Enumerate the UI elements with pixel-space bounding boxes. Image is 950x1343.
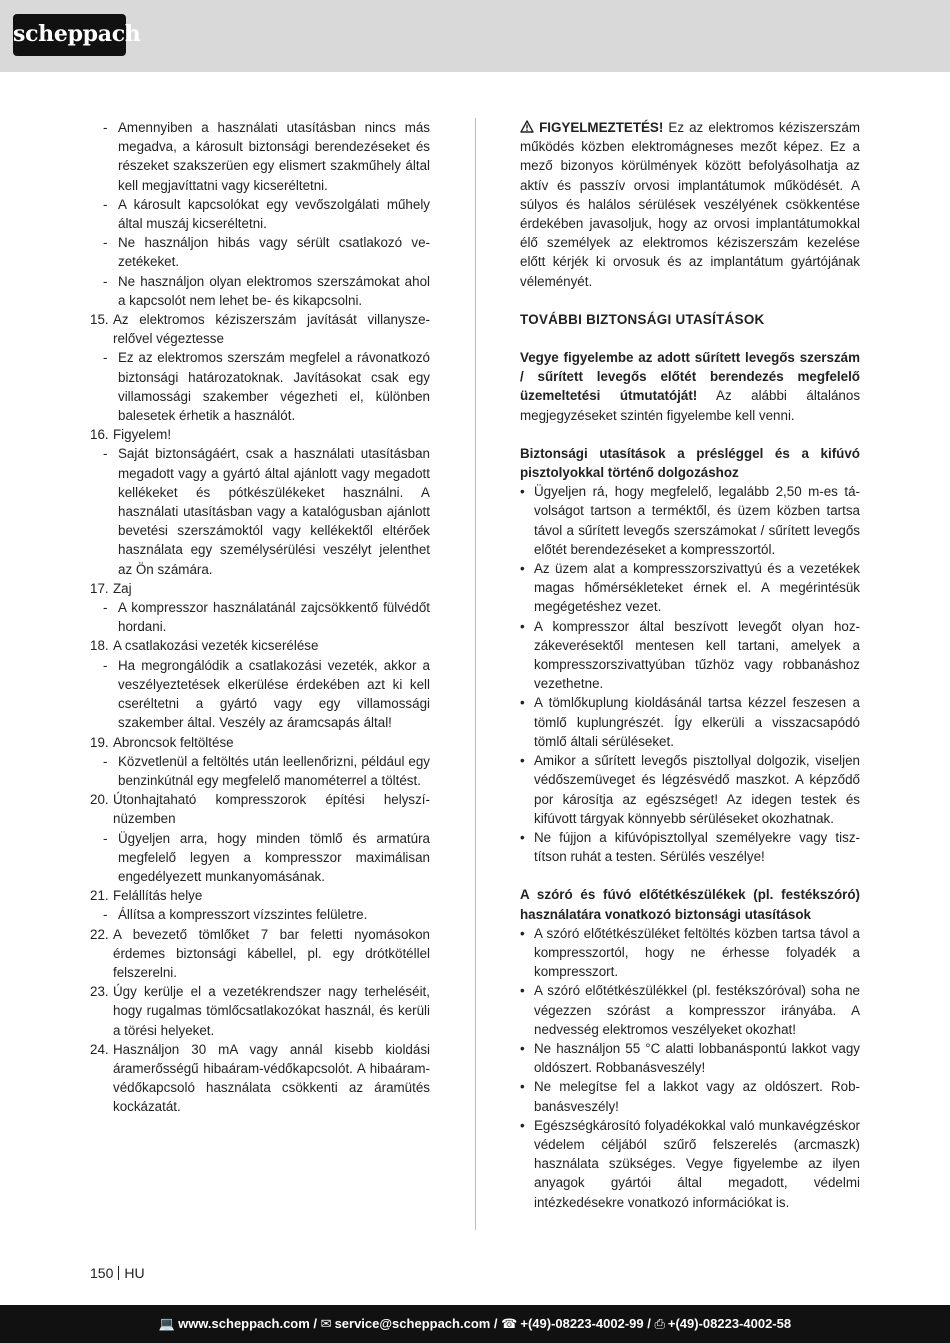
fax-icon: ⎙: [654, 1316, 665, 1331]
list-item: - Ne használjon olyan elektromos szerszámokat ahol a kapcsolót nem lehet be- és kikapcsolni.: [103, 273, 430, 308]
notice-paragraph: Vegye figyelembe az adott sűrített levegős szerszám / sűrített levegős előtét berendezés megfelelő üzemeltetési útmutatóját! Az alábbi általános megjegyzéseket szintén figyelembe kell venni.: [520, 350, 861, 423]
warning-paragraph: [520, 118, 860, 291]
scheppach-logo: scheppach: [13, 14, 126, 56]
list-item: - Állítsa a kompresszort vízszintes felületre.: [103, 907, 368, 923]
bullet-item: • A kompresszor által beszívott levegőt olyan hozzákeverésektől mentesen kell tartani, amelyek a kompresszorszivattyúban tűzhöz vagy robbanáshoz vezethetne.: [520, 618, 860, 692]
envelope-icon: ✉: [320, 1316, 332, 1331]
warning-text: Ez az elektromos kéziszerszám működés közben elektromágneses mezőt képez. Ez a mező bizonyos körülmények között befolyásolhatja az aktív és passzív orvosi implantátumok működését. A súlyos és halálos sérülések veszélyének csökkentése érdekében javasoljuk, hogy az orvosi implantátumokkal élő személyek az elektromos kéziszerszám kezelése előtt kérjék ki orvosuk és az implantátum gyártójának véleményét.: [520, 120, 860, 289]
header-band: [0, 0, 950, 72]
numbered-item-19: 19. Abroncsok feltöltése: [90, 734, 234, 750]
list-item: - A károsult kapcsolókat egy vevőszolgálati műhely által muszáj kicseréltetni.: [103, 196, 430, 232]
footer-contact-bar: [0, 1305, 950, 1343]
right-column: [520, 118, 860, 1212]
phone-number: +(49)-08223-4002-99 /: [520, 1316, 651, 1331]
bullet-item: • Ne használjon 55 °C alatti lobbanáspontú lakkot vagy oldószert. Robbanásveszély!: [520, 1040, 860, 1076]
numbered-item-16: 16. Figyelem!: [90, 427, 172, 443]
telephone-icon: ☎: [501, 1316, 518, 1331]
bullet-item: • A tömlőkuplung kioldásánál tartsa kézzel feszesen a tömlő kuplungrészét. Így elkerüli a visszacsapódó tömlő általi sérüléseket.: [520, 695, 860, 749]
bullet-item: • Ne fújjon a kifúvópisztollyal személyekre vagy tisztítson ruhát a testen. Sérülés veszélye!: [520, 829, 860, 865]
subheading: Biztonsági utasítások a présléggel és a kifúvó pisztolyokkal történő dolgozáshoz: [520, 445, 860, 481]
numbered-item-20: 20. Útonhajtaható kompresszorok építési helyszínüzemben: [90, 792, 430, 827]
email-link[interactable]: service@scheppach.com /: [334, 1316, 498, 1331]
laptop-icon: 💻: [158, 1316, 176, 1331]
fax-number: +(49)-08223-4002-58: [667, 1316, 792, 1331]
list-item: - Ne használjon hibás vagy sérült csatlakozó vezetékeket.: [103, 235, 430, 270]
bullet-item: • A szóró előtétkészülékkel (pl. festékszóróval) soha ne végezzen szórást a kompresszor irányába. A nedvesség elektromos veszélyeket okozhat!: [520, 983, 860, 1037]
bullet-item: • Ne melegítse fel a lakkot vagy az oldószert. Robbanásveszély!: [520, 1079, 860, 1114]
bullet-item: • Amikor a sűrített levegős pisztollyal dolgozik, viseljen védőszemüveget és légzésvédő maszkot. A képződő por károsítja az egészséget! Az idegen testek és kifúvott tárgyak könnyebb sérüléseket okozhatnak.: [520, 753, 860, 826]
numbered-item-17: 17. Zaj: [90, 580, 132, 596]
numbered-item-21: 21. Felállítás helye: [90, 888, 203, 904]
warning-triangle-icon: [520, 120, 534, 135]
numbered-item-22: 22. A bevezető tömlőket 7 bar feletti nyomásokon érdemes biztonsági kábellel, pl. egy drótkötéllel felszerelni.: [90, 926, 430, 980]
section-title: TOVÁBBI BIZTONSÁGI UTASÍTÁSOK: [520, 311, 765, 327]
bullet-item: • Az üzem alat a kompresszorszivattyú és a vezetékek magas hőmérsékleteket érnek el. A megérintésük megégetéshez vezet.: [520, 561, 860, 615]
column-divider: [475, 118, 476, 1230]
list-item: - A kompresszor használatánál zajcsökkentő fülvédőt hordani.: [103, 600, 430, 635]
numbered-item-23: 23. Úgy kerülje el a vezetékrendszer nagy terheléséit, hogy rugalmas tömlőcsatlakozókat használ, és kerüli a törési helyeket.: [90, 984, 430, 1038]
list-item: - Amennyiben a használati utasításban nincs más megadva, a károsult biztonsági berendezéseket és részeket szakszerüen egy elismert szakműhely által kell megjavíttatni vagy kicseréltetni.: [103, 120, 430, 193]
numbered-item-15: 15. Az elektromos kéziszerszám javítását villanyszerelővel végeztesse: [90, 312, 430, 347]
bullet-item: • Ügyeljen rá, hogy megfelelő, legalább 2,50 m-es távolságot tartson a terméktől, és üzem közben tartsa távol a sűrített levegős szerszámokat / sűrített levegős előtét berendezéseket a kompresszortól.: [520, 484, 860, 557]
list-item: - Saját biztonságáért, csak a használati utasításban megadott vagy a gyártó által ajánlott vagy megadott kellékeket és pótkészülékeket használni. A használati utasításban vagy a katalógusban ajánlott bevetési szerszámoktól vagy kellékektől eltérőek használata egy személysérülési veszélyt jelenthet az Ön számára.: [103, 446, 430, 577]
left-column: [90, 118, 430, 1117]
list-item: - Ez az elektromos szerszám megfelel a rávonatkozó biztonsági határozatoknak. Javításokat csak egy villamossági szakember végezheti el, különben balesetek érhetik a használót.: [103, 350, 430, 424]
subheading: A szóró és fúvó előtétkészülékek (pl. festékszóró) használatára vonatkozó biztonsági utasítások: [520, 887, 860, 922]
numbered-item-18: 18. A csatlakozási vezeték kicserélése: [90, 638, 319, 654]
page-number: 150 HU: [90, 1265, 145, 1281]
website-link[interactable]: www.scheppach.com /: [178, 1316, 318, 1331]
list-item: - Ha megrongálódik a csatlakozási vezeték, akkor a veszélyeztetések elkerülése érdekében azt ki kell cseréltetni a gyártó vagy egy villamossági szakember által. Veszély az áramcsapás által!: [103, 657, 430, 731]
warning-label: FIGYELMEZTETÉS!: [539, 120, 664, 135]
bullet-item: • Egészségkárosító folyadékokkal való munkavégzéskor védelem céljából szűrő felszerelés (arcmaszk) használata szükséges. Vegye figyelembe az ilyen anyagok gyártói által megadott, védelmi intézkedésekre vonatkozó információkat is.: [520, 1117, 860, 1210]
numbered-item-24: 24. Használjon 30 mA vagy annál kisebb kioldási áramerősségű hibaáram-védőkapcsolót. A hibaáram-védőkapcsoló használata csökkenti az áramütés kockázatát.: [90, 1041, 430, 1115]
list-item: - Közvetlenül a feltöltés után leellenőrizni, például egy benzinkútnál egy megfelelő manométerrel a töltést.: [103, 753, 430, 788]
list-item: - Ügyeljen arra, hogy minden tömlő és armatúra megfelelő legyen a kompresszor maximálisan engedélyezett munkanyomásának.: [103, 830, 430, 884]
bullet-item: • A szóró előtétkészüléket feltöltés közben tartsa távol a kompresszortól, hogy ne érhesse folyadék a kompresszort.: [520, 925, 860, 980]
